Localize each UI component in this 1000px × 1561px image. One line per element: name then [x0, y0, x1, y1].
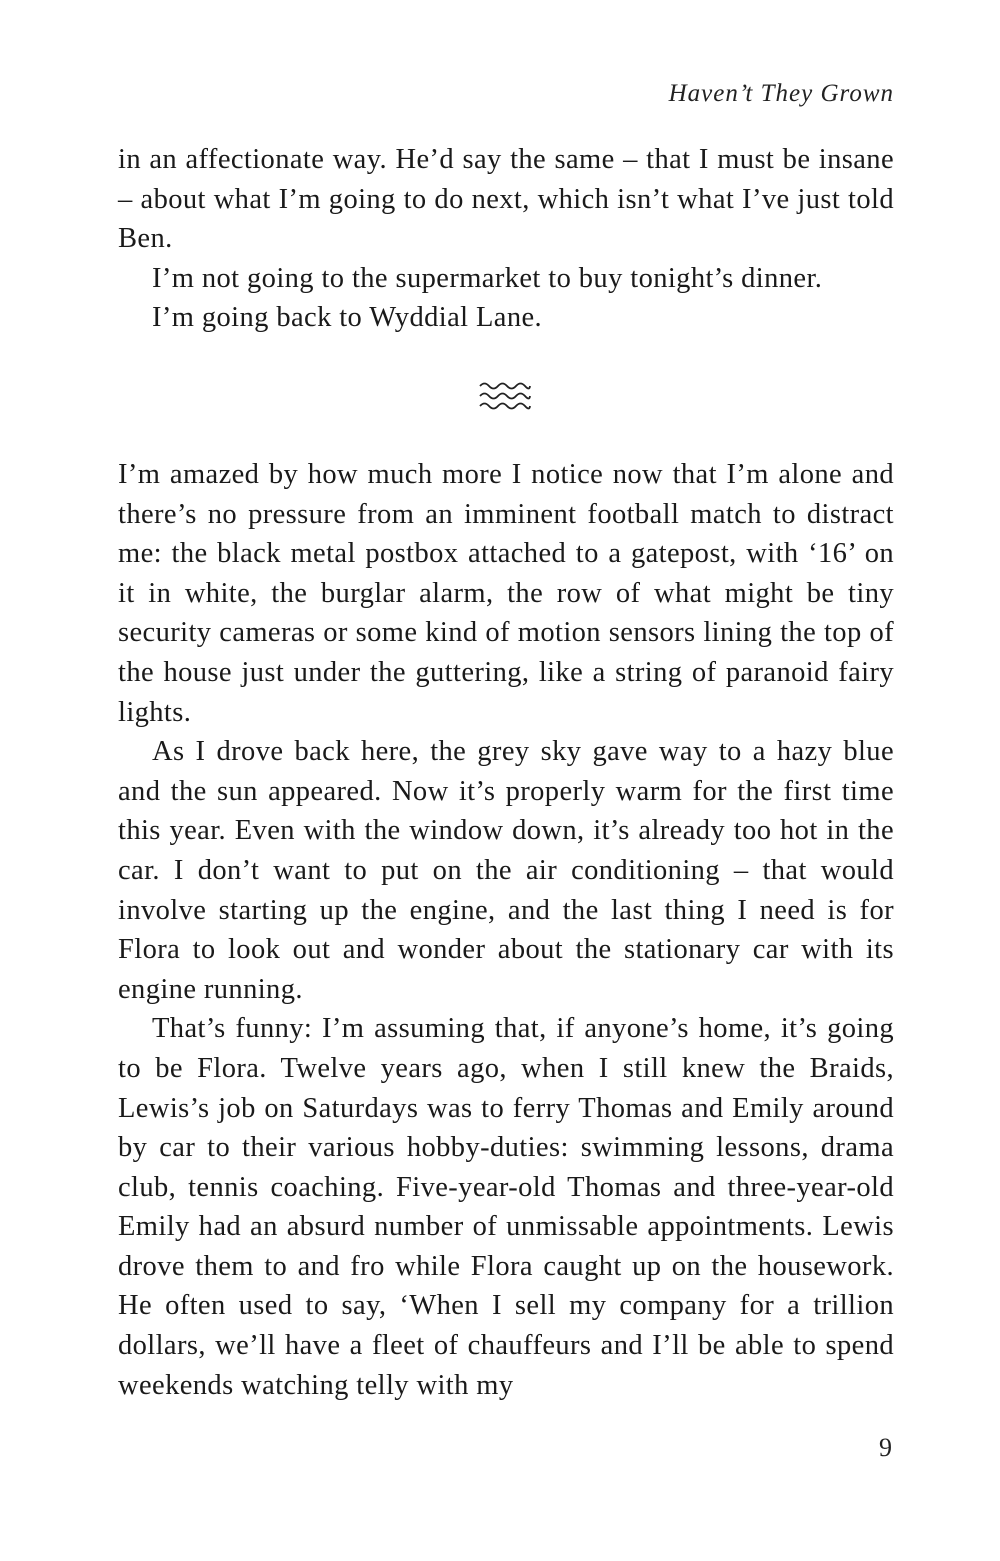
- paragraph: I’m going back to Wyddial Lane.: [152, 302, 543, 334]
- paragraph: in an affectionate way. He’d say the same – that I must be insane – about what I’m going to do next, which isn’t what I’ve just told Ben.: [118, 144, 894, 255]
- paragraph: As I drove back here, the grey sky gave way to a hazy blue and the sun appeared. Now it’s properly warm for the first time this year. Even with the window down, it’s already too hot in the car. I don’t want to put on the air conditioning – that would involve starting up the engine, and the last thing I need is for Flora to look out and wonder about the stationary car with its engine running.: [118, 736, 894, 1005]
- paragraph: I’m amazed by how much more I notice now that I’m alone and there’s no pressure from an imminent football match to distract me: the black metal postbox attached to a gatepost, with ‘16’ on it in white, the burglar alarm, the row of what might be tiny security cameras or some kind of motion sensors lining the top of the house just under the guttering, like a string of paranoid fairy lights.: [118, 459, 894, 728]
- wave-ornament-icon: [478, 378, 532, 414]
- page-number: 9: [879, 1433, 892, 1462]
- paragraph: I’m not going to the supermarket to buy tonight’s dinner.: [152, 262, 823, 294]
- paragraph: That’s funny: I’m assuming that, if anyone’s home, it’s going to be Flora. Twelve years ago, when I still knew the Braids, Lewis’s job on Saturdays was to ferry Thomas and Emily around by car to their various hobby-duties: swimming lessons, drama club, tennis coaching. Five-year-old Thomas and three-year-old Emily had an absurd number of unmissable appointments. Lewis drove them to and fro while Flora caught up on the housework. He often used to say, ‘When I sell my company for a trillion dollars, we’ll have a fleet of chauffeurs and I’ll be able to spend weekends watching telly with my: [118, 1013, 894, 1401]
- bottom-text-section: [118, 455, 894, 1405]
- top-text-section: [118, 140, 894, 338]
- running-head: Haven’t They Grown: [668, 80, 894, 107]
